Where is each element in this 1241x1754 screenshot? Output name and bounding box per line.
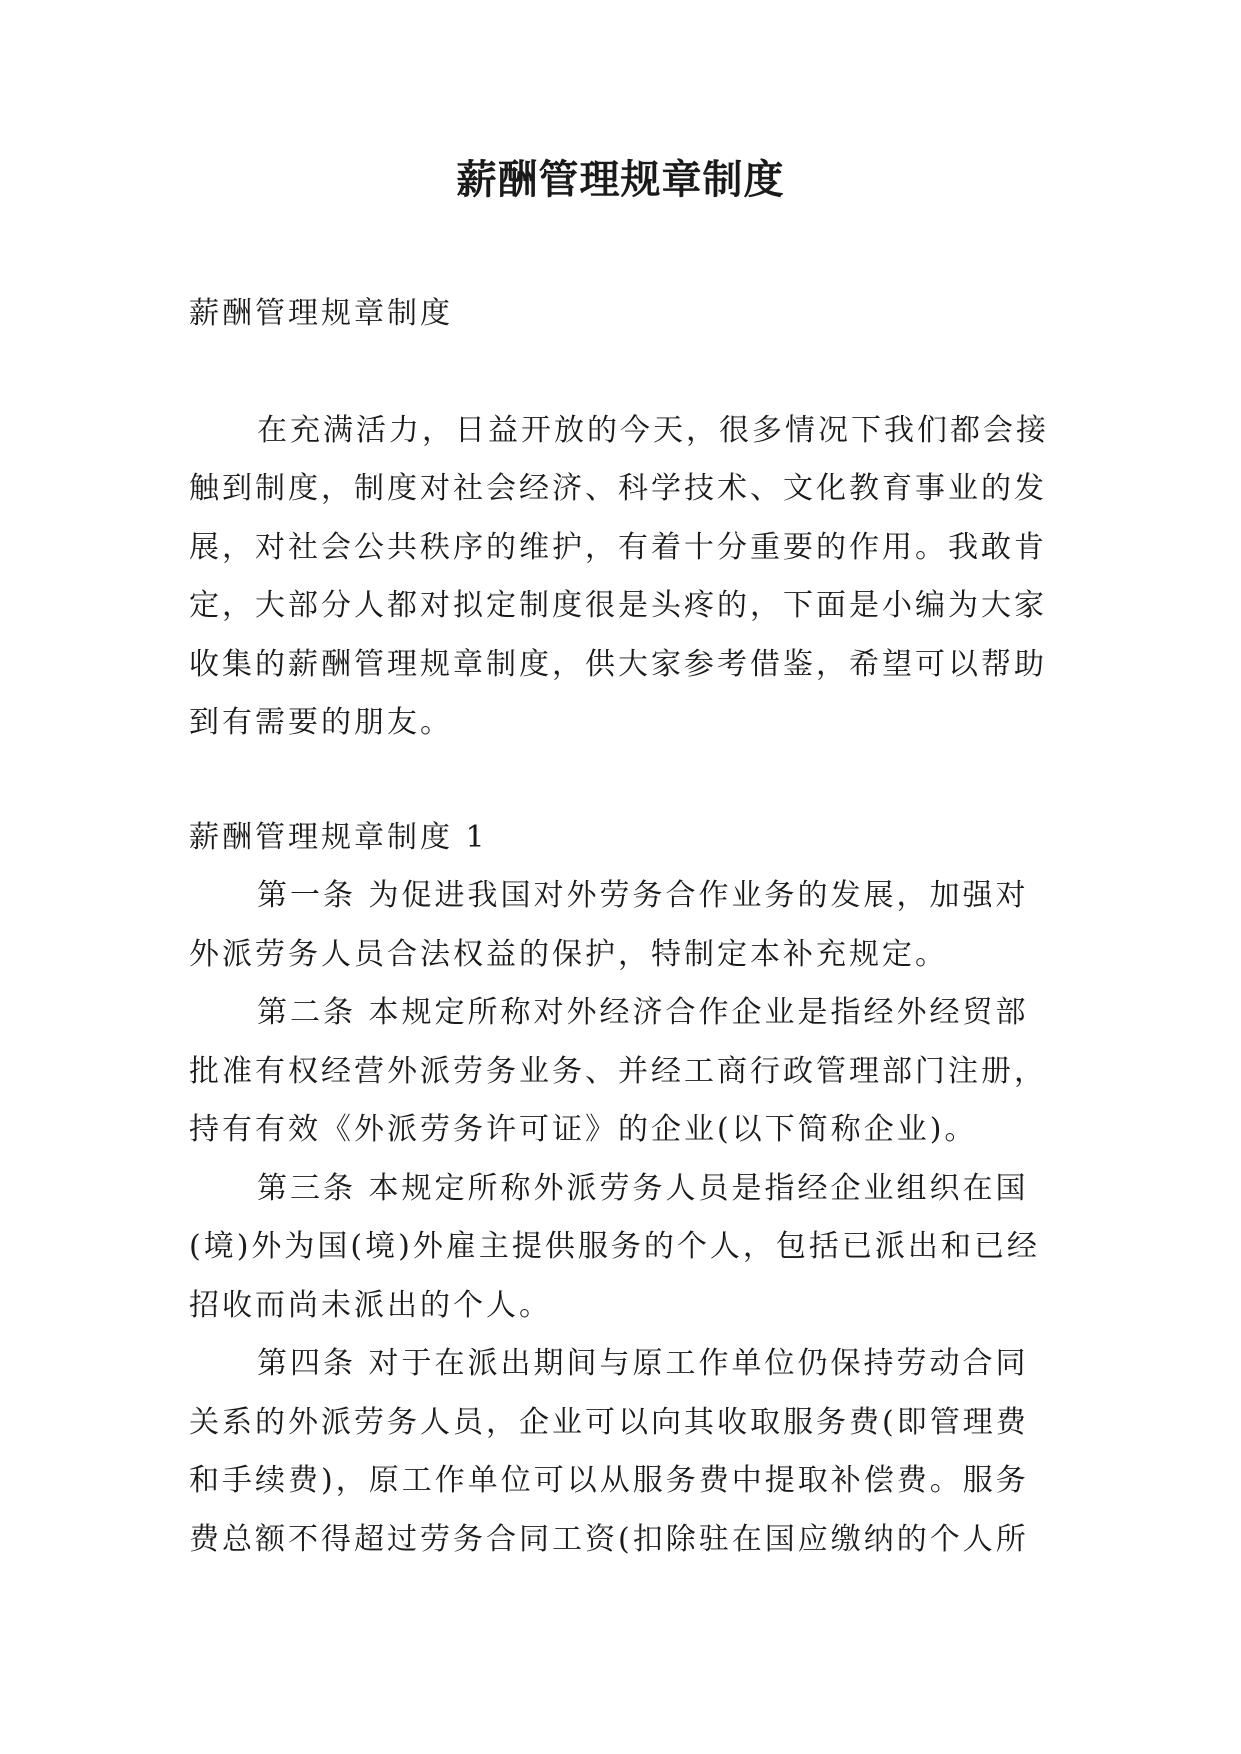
- article-4-line: 费总额不得超过劳务合同工资(扣除驻在国应缴纳的个人所: [189, 1521, 1029, 1557]
- intro-line: 在充满活力，日益开放的今天，很多情况下我们都会接: [257, 412, 1049, 448]
- intro-line: 收集的薪酬管理规章制度，供大家参考借鉴，希望可以帮助: [189, 646, 1047, 682]
- intro-line: 到有需要的朋友。: [189, 705, 453, 740]
- article-2-line: 批准有权经营外派劳务业务、并经工商行政管理部门注册，: [189, 1053, 1047, 1089]
- document-title: 薪酬管理规章制度: [456, 157, 785, 203]
- paragraph-spacer: [189, 753, 1069, 809]
- article-1-line: 外派劳务人员合法权益的保护，特制定本补充规定。: [189, 936, 948, 972]
- article-3-line: 招收而尚未派出的个人。: [189, 1287, 552, 1323]
- intro-line: 展，对社会公共秩序的维护，有着十分重要的作用。我敢肯: [189, 529, 1047, 565]
- intro-line: 定，大部分人都对拟定制度很是头疼的，下面是小编为大家: [189, 588, 1047, 623]
- document-body: [189, 285, 1069, 1569]
- article-4-line: 第四条 对于在派出期间与原工作单位仍保持劳动合同: [257, 1346, 1029, 1381]
- document-subtitle: 薪酬管理规章制度: [189, 296, 453, 331]
- article-3-line: (境)外为国(境)外雇主提供服务的个人，包括已派出和已经: [189, 1229, 1040, 1264]
- article-4-line: 和手续费)，原工作单位可以从服务费中提取补偿费。服务: [189, 1463, 1029, 1498]
- article-4-line: 关系的外派劳务人员，企业可以向其收取服务费(即管理费: [189, 1404, 1029, 1440]
- article-2-line: 持有有效《外派劳务许可证》的企业(以下简称企业)。: [189, 1112, 978, 1147]
- article-3-line: 第三条 本规定所称外派劳务人员是指经企业组织在国: [257, 1170, 1029, 1206]
- article-1-line: 第一条 为促进我国对外劳务合作业务的发展，加强对: [257, 878, 1029, 913]
- article-2-line: 第二条 本规定所称对外经济合作企业是指经外经贸部: [257, 995, 1029, 1030]
- paragraph-spacer: [189, 344, 1069, 402]
- section-heading: 薪酬管理规章制度 1: [189, 819, 488, 855]
- intro-line: 触到制度，制度对社会经济、科学技术、文化教育事业的发: [189, 471, 1047, 506]
